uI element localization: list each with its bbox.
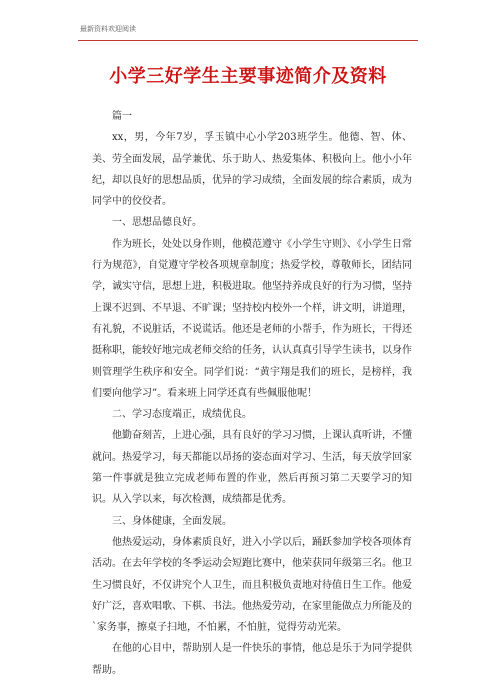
section-heading: 三、身体健康，全面发展。 [112, 515, 232, 527]
header-note: 最新资料欢迎阅读 [80, 25, 136, 33]
body-paragraph: 在他的心目中，帮助别人是一件快乐的事情，他总是乐于为同学提供帮助。 [92, 643, 412, 676]
section-heading: 一、思想品德良好。 [112, 217, 202, 229]
body-paragraph: 作为班长，处处以身作则，他模范遵守《小学生守则》、《小学生日常行为规范》，自觉遵守学校各项规章制度；热爱学校，尊敬师长，团结同学，诚实守信，思想上进，积极进取。他坚持养成良好的行为习惯，坚持上课不迟到、不早退、不旷课；坚持校内校外一个样，讲文明，讲道理，有礼貌，不说脏话，不说谎话。他还是老师的小帮手，作为班长，干得还挺称职，能较好地完成老师交给的任务，认认真真引导学生读书，以身作则管理学生秩序和安全。同学们说：“黄宇翔是我们的班长，是榜样，我们要向他学习”。看来班上同学还真有些佩服他呢！ [92, 238, 412, 399]
header-divider [78, 40, 418, 41]
document-body [92, 106, 412, 681]
section-heading: 二、学习态度端正，成绩优良。 [112, 409, 252, 421]
document-title: 小学三好学生主要事迹简介及资料 [109, 66, 387, 87]
body-paragraph: xx，男，今年7岁，孚玉镇中心小学203班学生。他德、智、体、美、劳全面发展，品学兼优、乐于助人、热爱集体、积极向上。他小小年纪，却以良好的思想品质，优异的学习成绩，全面发展的综合素质，成为同学中的佼佼者。 [92, 132, 412, 208]
body-paragraph: 他热爱运动，身体素质良好，进入小学以后，踊跃参加学校各项体育活动。在去年学校的冬季运动会短跑比赛中，他荣获同年级第三名。他卫生习惯良好，不仅讲究个人卫生，而且积极负责地对待值日生工作。他爱好广泛，喜欢唱歌、下棋、书法。他热爱劳动，在家里能做点力所能及的`家务事，擦桌子扫地，不怕累，不怕脏，觉得劳动光荣。 [92, 536, 412, 634]
section-heading: 篇一 [112, 111, 132, 122]
body-paragraph: 他勤奋刻苦，上进心强，具有良好的学习习惯，上课认真听讲，不懂就问。热爱学习，每天都能以昂扬的姿态面对学习、生活，每天放学回家第一件事就是独立完成老师布置的作业，然后再预习第二天要学习的知识。从入学以来，每次检测，成绩都是优秀。 [92, 430, 412, 506]
